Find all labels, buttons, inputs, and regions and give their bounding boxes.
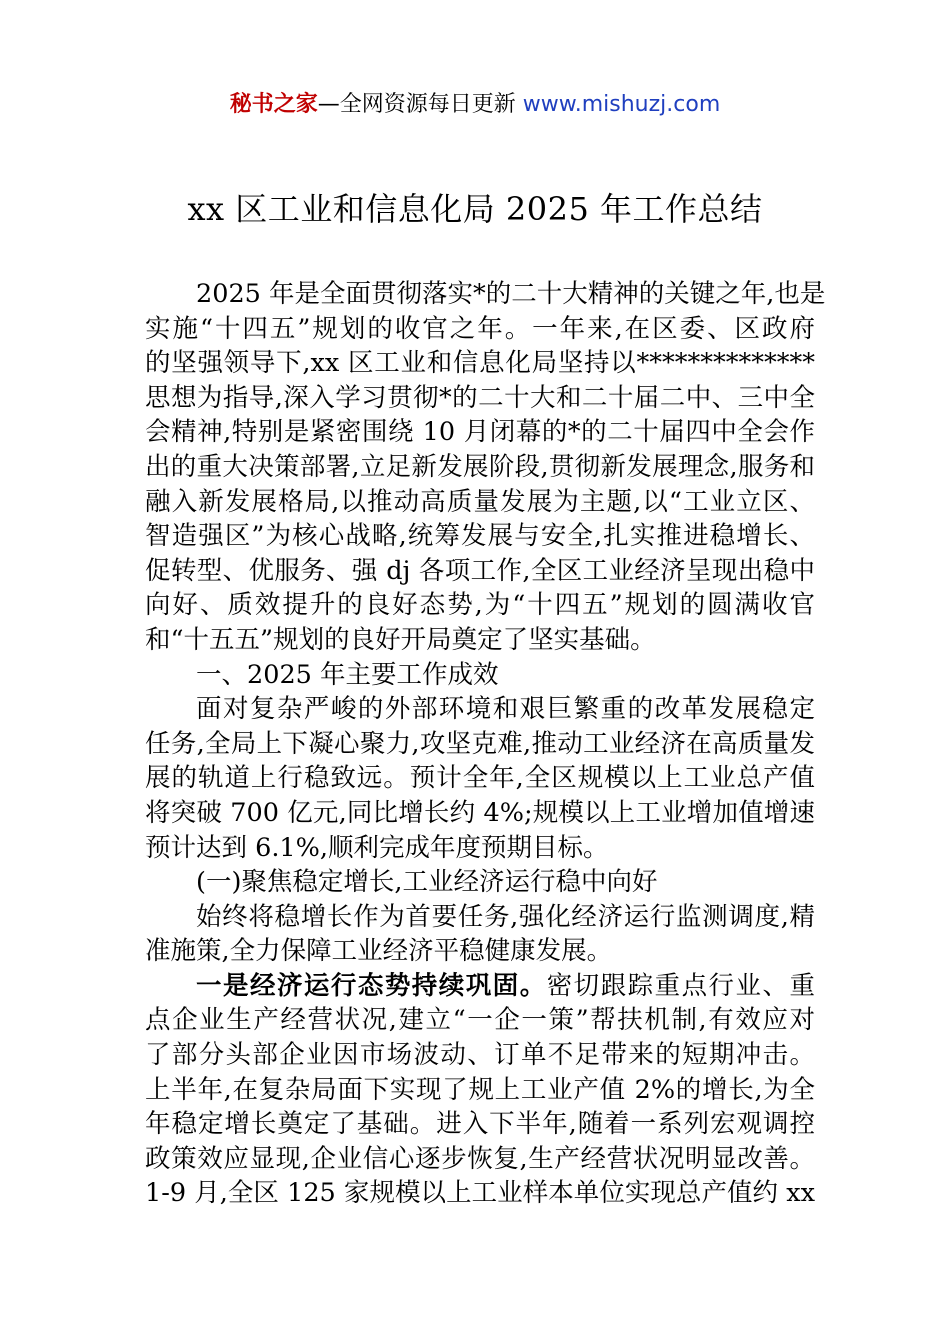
body-line	[145, 1038, 815, 1073]
body-line	[145, 415, 815, 450]
body-line-text: 促转型、优服务、强 dj 各项工作,全区工业经济呈现出稳中	[145, 555, 815, 586]
body-line-text: 融入新发展格局,以推动高质量发展为主题,以“工业立区、	[145, 486, 815, 517]
bold-lead-text: 一是经济运行态势持续巩固。	[196, 970, 547, 1001]
body-line	[145, 346, 815, 381]
site-brand: 秘书之家	[229, 92, 318, 117]
body-line	[145, 1142, 815, 1177]
body-line-text: 年稳定增长奠定了基础。进入下半年,随着一系列宏观调控	[145, 1109, 815, 1140]
body-line	[145, 485, 815, 520]
body-line	[145, 796, 815, 831]
body-line	[145, 761, 815, 796]
body-line-text: 始终将稳增长作为首要任务,强化经济运行监测调度,精	[196, 901, 815, 932]
body-line	[145, 554, 815, 589]
body-line-text: 思想为指导,深入学习贯彻*的二十大和二十届二中、三中全	[145, 382, 815, 413]
body-line-text: (一)聚焦稳定增长,工业经济运行稳中向好	[196, 867, 658, 898]
document-title: xx 区工业和信息化局 2025 年工作总结	[187, 190, 763, 228]
body-line	[145, 831, 815, 866]
body-line	[145, 381, 815, 416]
body-line-text: 点企业生产经营状况,建立“一企一策”帮扶机制,有效应对	[145, 1005, 815, 1036]
body-line-text: 政策效应显现,企业信心逐步恢复,生产经营状况明显改善。	[145, 1143, 815, 1174]
body-line	[145, 588, 815, 623]
body-line	[145, 969, 815, 1004]
body-line-text: 面对复杂严峻的外部环境和艰巨繁重的改革发展稳定	[196, 694, 815, 725]
body-line-text: 任务,全局上下凝心聚力,攻坚克难,推动工业经济在高质量发	[145, 728, 815, 759]
body-line-text: 密切跟踪重点行业、重	[546, 970, 815, 1001]
site-header	[0, 88, 950, 122]
body-line	[145, 519, 815, 554]
body-line	[145, 727, 815, 762]
body-line-text: 智造强区”为核心战略,统筹发展与安全,扎实推进稳增长、	[145, 521, 815, 552]
body-line	[145, 900, 815, 935]
body-line-text: 将突破 700 亿元,同比增长约 4%;规模以上工业增加值增速	[145, 797, 815, 828]
body-line	[145, 450, 815, 485]
site-tagline: —全网资源每日更新	[317, 92, 523, 117]
body-line	[145, 1003, 815, 1038]
body-line-text: 2025 年是全面贯彻落实*的二十大精神的关键之年,也是	[196, 279, 826, 309]
body-line	[145, 1176, 815, 1211]
body-line-text: 实施“十四五”规划的收官之年。一年来,在区委、区政府	[145, 313, 815, 344]
body-line	[145, 865, 815, 900]
body-line-text: 展的轨道上行稳致远。预计全年,全区规模以上工业总产值	[145, 763, 815, 794]
body-line-text: 一、2025 年主要工作成效	[196, 659, 499, 690]
body-line-text: 上半年,在复杂局面下实现了规上工业产值 2%的增长,为全	[145, 1074, 815, 1105]
body-line-text: 预计达到 6.1%,顺利完成年度预期目标。	[145, 832, 609, 863]
body-line	[145, 934, 815, 969]
body-line	[145, 312, 815, 347]
body-line-text: 出的重大决策部署,立足新发展阶段,贯彻新发展理念,服务和	[145, 451, 815, 482]
body-line	[145, 658, 815, 693]
body-line	[145, 277, 826, 312]
body-line-text: 会精神,特别是紧密围绕 10 月闭幕的*的二十届四中全会作	[145, 417, 815, 448]
site-url-link[interactable]: www.mishuzj.com	[522, 92, 721, 117]
body-line	[145, 692, 815, 727]
body-line-text: 的坚强领导下,xx 区工业和信息化局坚持以**************	[145, 348, 815, 379]
body-line-text: 了部分头部企业因市场波动、订单不足带来的短期冲击。	[145, 1040, 815, 1071]
body-line-text: 向好、质效提升的良好态势,为“十四五”规划的圆满收官	[145, 590, 815, 621]
body-line-text: 和“十五五”规划的良好开局奠定了坚实基础。	[145, 624, 656, 655]
body-line-text: 1-9 月,全区 125 家规模以上工业样本单位实现总产值约 xx	[145, 1178, 815, 1209]
body-line	[145, 1107, 815, 1142]
document-body	[145, 277, 826, 1211]
body-line-text: 准施策,全力保障工业经济平稳健康发展。	[145, 936, 613, 967]
body-line	[145, 1073, 815, 1108]
body-line	[145, 623, 815, 658]
